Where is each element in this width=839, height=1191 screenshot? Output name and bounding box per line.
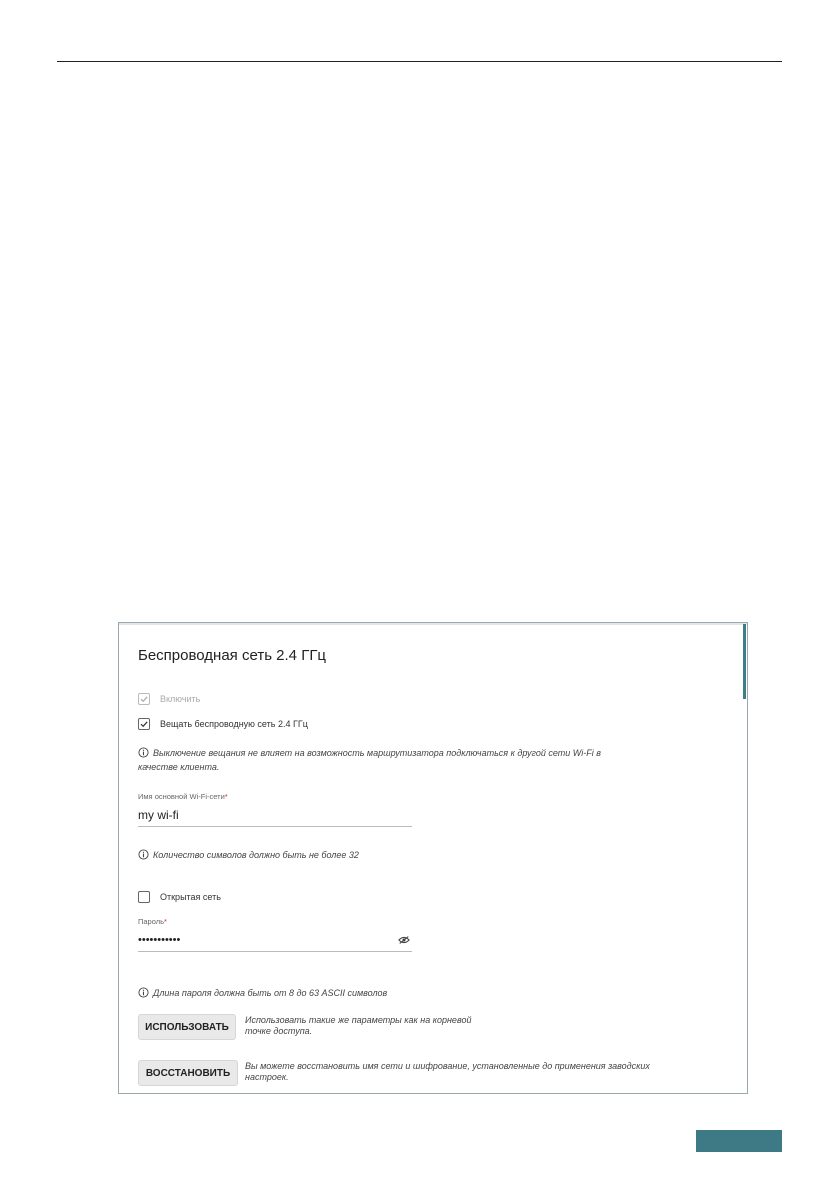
scrollbar-thumb[interactable] <box>743 624 746 699</box>
ssid-info-text: Количество символов должно быть не более 32 <box>153 850 359 860</box>
open-network-label: Открытая сеть <box>160 892 221 902</box>
password-label-text: Пароль <box>138 917 165 926</box>
enable-checkbox-row[interactable] <box>138 693 200 705</box>
broadcast-info <box>138 746 601 774</box>
use-desc-line1: Использовать такие же параметры как на корневой <box>245 1015 472 1025</box>
enable-label: Включить <box>160 694 201 704</box>
eye-off-icon[interactable] <box>398 935 410 945</box>
info-icon <box>138 849 149 860</box>
check-icon <box>139 694 149 704</box>
use-desc-line2: точке доступа. <box>245 1026 313 1036</box>
broadcast-info-line2: качестве клиента. <box>138 762 220 772</box>
enable-checkbox[interactable] <box>138 693 150 705</box>
broadcast-checkbox-row[interactable] <box>138 718 308 730</box>
use-button[interactable]: ИСПОЛЬЗОВАТЬ <box>138 1014 236 1040</box>
check-icon <box>139 719 149 729</box>
restore-desc-line2: настроек. <box>245 1072 289 1082</box>
info-icon <box>138 747 149 758</box>
broadcast-checkbox[interactable] <box>138 718 150 730</box>
ssid-info <box>138 848 359 862</box>
password-label <box>138 917 167 926</box>
restore-desc-line1: Вы можете восстановить имя сети и шифрование, установленные до применения заводских <box>245 1061 650 1071</box>
section-title: Беспроводная сеть 2.4 ГГц <box>138 647 327 664</box>
password-value: ••••••••••• <box>138 934 181 946</box>
ssid-value: my wi-fi <box>138 808 179 822</box>
ssid-label-text: Имя основной Wi-Fi-сети <box>138 792 225 801</box>
use-description <box>245 1015 471 1037</box>
info-icon <box>138 987 149 998</box>
required-mark: * <box>224 792 228 801</box>
broadcast-label: Вещать беспроводную сеть 2.4 ГГц <box>160 719 308 729</box>
page-number-tab <box>696 1130 782 1152</box>
broadcast-info-line1: Выключение вещания не влияет на возможность маршрутизатора подключаться к другой сети Wi-Fi в <box>153 748 601 758</box>
password-info <box>138 986 387 1000</box>
ssid-label <box>138 792 228 801</box>
restore-button[interactable]: ВОССТАНОВИТЬ <box>138 1060 238 1086</box>
open-network-checkbox[interactable] <box>138 891 150 903</box>
restore-description <box>245 1061 650 1083</box>
panel-top-border <box>119 623 747 625</box>
page-header-rule <box>57 61 782 62</box>
required-mark: * <box>164 917 167 926</box>
open-network-checkbox-row[interactable] <box>138 891 221 903</box>
password-input[interactable] <box>138 930 412 952</box>
wireless-settings-panel <box>118 622 748 1094</box>
password-info-text: Длина пароля должна быть от 8 до 63 ASCII символов <box>153 988 388 998</box>
ssid-input[interactable] <box>138 805 412 827</box>
